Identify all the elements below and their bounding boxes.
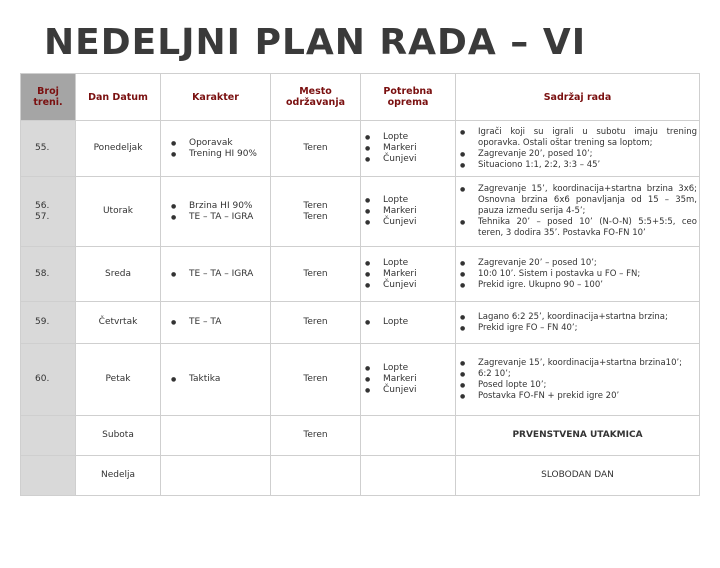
row-day: Utorak bbox=[76, 177, 161, 247]
header-row bbox=[21, 74, 700, 121]
list-item: ● 6:2 10’; bbox=[460, 369, 697, 380]
list-item: ● Čunjevi bbox=[365, 385, 453, 396]
row-karakter bbox=[161, 247, 271, 302]
page-title: NEDELJNI PLAN RADA – VI bbox=[44, 22, 587, 63]
list-item: ● Markeri bbox=[365, 269, 453, 280]
list-item: ● Prekid igre. Ukupno 90 – 100’ bbox=[460, 280, 697, 291]
table-row bbox=[21, 302, 700, 344]
list-item: ● Čunjevi bbox=[365, 154, 453, 165]
row-day: Četvrtak bbox=[76, 302, 161, 344]
list-item: ● Markeri bbox=[365, 143, 453, 154]
list-item: ● Čunjevi bbox=[365, 217, 453, 228]
list-item: ● Zagrevanje 15’, koordinacija+startna brzina10’; bbox=[460, 358, 697, 369]
row-karakter bbox=[161, 121, 271, 177]
row-mesto: Teren bbox=[271, 344, 361, 416]
row-karakter bbox=[161, 302, 271, 344]
header-mesto: Mesto održavanja bbox=[271, 74, 361, 121]
list-item: ● 10:0 10’. Sistem i postavka u FO – FN; bbox=[460, 269, 697, 280]
row-day: Sreda bbox=[76, 247, 161, 302]
list-item: ● Lopte bbox=[365, 363, 453, 374]
list-item: ● Trening HI 90% bbox=[171, 149, 268, 160]
table-row bbox=[21, 177, 700, 247]
row-sadrzaj bbox=[456, 247, 700, 302]
table-row bbox=[21, 121, 700, 177]
row-sadrzaj bbox=[456, 177, 700, 247]
list-item: ● Posed lopte 10’; bbox=[460, 380, 697, 391]
row-day: Petak bbox=[76, 344, 161, 416]
list-item: ● Markeri bbox=[365, 374, 453, 385]
list-item: ● Lopte bbox=[365, 132, 453, 143]
row-sadrzaj: PRVENSTVENA UTAKMICA bbox=[456, 416, 700, 456]
row-sadrzaj bbox=[456, 302, 700, 344]
list-item: ● Zagrevanje 15’, koordinacija+startna brzina 3x6; Osnovna brzina 6x6 ponavljanja od 15 – 35m, pauza između serija 4-5’; bbox=[460, 184, 697, 217]
header-karakter: Karakter bbox=[161, 74, 271, 121]
row-karakter bbox=[161, 177, 271, 247]
table-row bbox=[21, 344, 700, 416]
table-row bbox=[21, 416, 700, 456]
header-sadrzaj: Sadržaj rada bbox=[456, 74, 700, 121]
row-number-empty bbox=[21, 416, 76, 456]
list-item: ● Lagano 6:2 25’, koordinacija+startna brzina; bbox=[460, 312, 697, 323]
list-item: ● Brzina HI 90% bbox=[171, 201, 268, 212]
row-number: 55. bbox=[21, 121, 76, 177]
row-oprema bbox=[361, 121, 456, 177]
table-row bbox=[21, 456, 700, 496]
row-mesto: Teren bbox=[271, 302, 361, 344]
row-mesto: Teren bbox=[271, 247, 361, 302]
row-karakter bbox=[161, 344, 271, 416]
row-day: Subota bbox=[76, 416, 161, 456]
row-mesto: Teren Teren bbox=[271, 177, 361, 247]
list-item: ● Lopte bbox=[365, 317, 453, 328]
list-item: ● TE – TA – IGRA bbox=[171, 269, 268, 280]
list-item: ● Taktika bbox=[171, 374, 268, 385]
row-mesto bbox=[271, 456, 361, 496]
list-item: ● Lopte bbox=[365, 195, 453, 206]
row-oprema bbox=[361, 177, 456, 247]
header-oprema: Potrebna oprema bbox=[361, 74, 456, 121]
list-item: ● TE – TA – IGRA bbox=[171, 212, 268, 223]
list-item: ● Tehnika 20’ – posed 10’ (N-O-N) 5:5+5:5, ceo teren, 3 dodira 35’. Postavka FO-FN 10’ bbox=[460, 217, 697, 239]
row-day: Nedelja bbox=[76, 456, 161, 496]
row-sadrzaj bbox=[456, 121, 700, 177]
list-item: ● Igrači koji su igrali u subotu imaju trening oporavka. Ostali oštar trening sa loptom; bbox=[460, 127, 697, 149]
row-sadrzaj bbox=[456, 344, 700, 416]
row-oprema bbox=[361, 416, 456, 456]
row-oprema bbox=[361, 456, 456, 496]
row-oprema bbox=[361, 247, 456, 302]
row-sadrzaj: SLOBODAN DAN bbox=[456, 456, 700, 496]
list-item: ● Postavka FO-FN + prekid igre 20’ bbox=[460, 391, 697, 402]
row-oprema bbox=[361, 344, 456, 416]
row-number: 58. bbox=[21, 247, 76, 302]
list-item: ● TE – TA bbox=[171, 317, 268, 328]
list-item: ● Lopte bbox=[365, 258, 453, 269]
row-karakter bbox=[161, 416, 271, 456]
list-item: ● Čunjevi bbox=[365, 280, 453, 291]
table-row bbox=[21, 247, 700, 302]
row-number: 56. 57. bbox=[21, 177, 76, 247]
row-oprema bbox=[361, 302, 456, 344]
list-item: ● Oporavak bbox=[171, 138, 268, 149]
list-item: ● Markeri bbox=[365, 206, 453, 217]
list-item: ● Zagrevanje 20’, posed 10’; bbox=[460, 149, 697, 160]
row-karakter bbox=[161, 456, 271, 496]
row-mesto: Teren bbox=[271, 416, 361, 456]
weekly-plan-table bbox=[20, 73, 700, 496]
row-number: 59. bbox=[21, 302, 76, 344]
plan-table-container bbox=[20, 73, 718, 568]
list-item: ● Situaciono 1:1, 2:2, 3:3 – 45’ bbox=[460, 160, 697, 171]
header-broj: Broj treni. bbox=[21, 74, 76, 121]
row-day: Ponedeljak bbox=[76, 121, 161, 177]
header-dan: Dan Datum bbox=[76, 74, 161, 121]
row-number: 60. bbox=[21, 344, 76, 416]
row-number-empty bbox=[21, 456, 76, 496]
row-mesto: Teren bbox=[271, 121, 361, 177]
list-item: ● Prekid igre FO – FN 40’; bbox=[460, 323, 697, 334]
list-item: ● Zagrevanje 20’ – posed 10’; bbox=[460, 258, 697, 269]
